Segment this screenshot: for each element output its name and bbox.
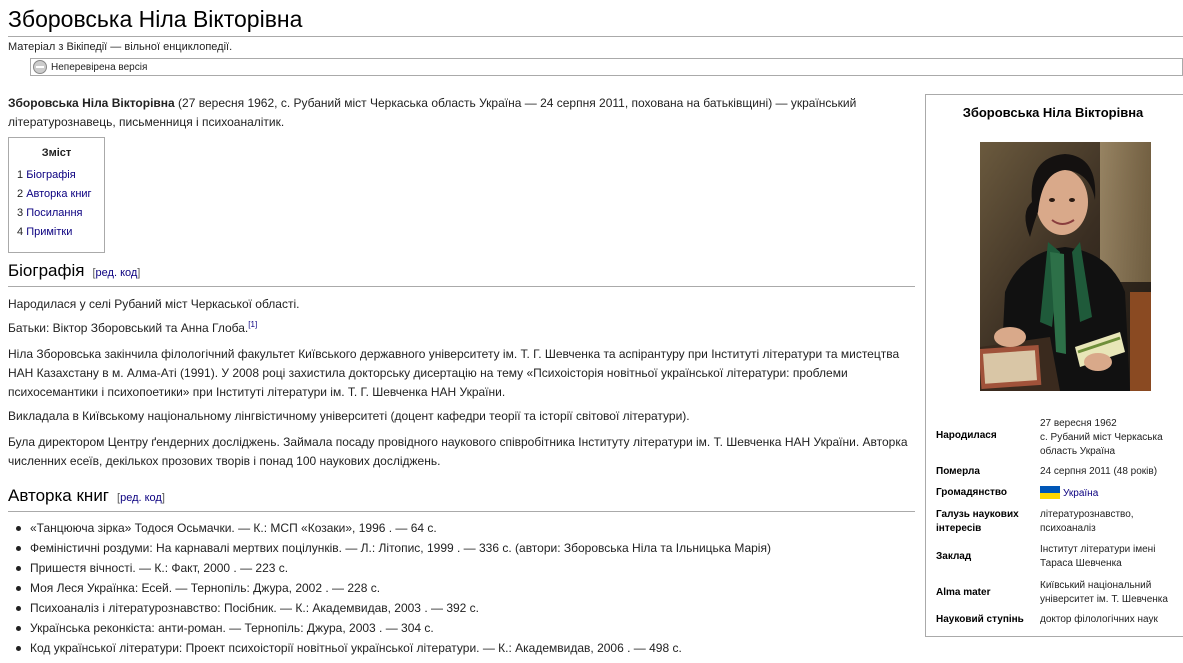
infobox-value[interactable]: доктор філологічних наук xyxy=(1040,614,1158,625)
intro-text: (27 вересня 1962, с. Рубаний міст Черкаська область Україна — 24 серпня 2011, похована на батьківщині) — український літературознавець, письменниця і психоаналітик. xyxy=(8,96,857,129)
infobox-label: Науковий ступінь xyxy=(936,614,1024,625)
list-item: Код української літератури: Проект психоісторії новітньої української літератури. — К.: Академвидав, 2006 . — 498 с. xyxy=(30,638,935,658)
flagged-revision-bar[interactable] xyxy=(30,58,1183,76)
toc-number: 3 xyxy=(17,207,24,219)
infobox-label: Alma mater xyxy=(936,587,991,598)
bio-text: Батьки: Віктор Зборовський та Анна Глоба. xyxy=(8,321,249,335)
toc-number: 4 xyxy=(17,226,24,238)
infobox xyxy=(925,94,1183,637)
edit-link[interactable]: ред. xyxy=(95,267,117,279)
list-item: Психоаналіз і літературознавство: Посібник. — К.: Академвидав, 2003 . — 392 с. xyxy=(30,598,935,618)
edit-links xyxy=(92,267,140,279)
list-item: Українська реконкіста: анти-роман. — Тернопіль: Джура, 2003 . — 304 с. xyxy=(30,618,935,638)
toc-item-books[interactable] xyxy=(17,185,104,204)
infobox-value[interactable]: 24 серпня 2011 (48 років) xyxy=(1040,466,1158,477)
toc-item-biography[interactable] xyxy=(17,166,104,185)
ukraine-flag-icon xyxy=(1040,486,1060,499)
bio-paragraph: Ніла Зборовська закінчила філологічний факультет Київського державного університету ім. Т. Г. Шевченка та аспірантуру при Інституті літератури та мистецтва НАН Казахстану в м. Алма-Аті (1991). У 2008 році захистила докторську дисертацію на тему «Психоісторія новітньої української літератури: проблеми психосемантики і психопоетики» при Інституті літератури ім. Т. Г. Шевченка НАН України. xyxy=(8,347,900,399)
bracket: ] xyxy=(161,492,165,504)
toc-link[interactable]: Примітки xyxy=(26,226,73,238)
toc-number: 1 xyxy=(17,169,24,181)
flagged-revision-label[interactable]: Неперевірена версія xyxy=(51,62,148,73)
bio-paragraph xyxy=(8,319,913,338)
infobox-value[interactable]: 27 вересня 1962 с. Рубаний міст Черкаська область Україна xyxy=(1040,418,1163,457)
bio-paragraph: Народилася у селі Рубаний міст Черкаської області. xyxy=(8,297,300,311)
toc-link[interactable]: Біографія xyxy=(26,169,76,181)
list-item: Пришестя вічності. — К.: Факт, 2000 . — 223 с. xyxy=(30,558,935,578)
books-list xyxy=(8,518,935,658)
toc-link[interactable]: Авторка книг xyxy=(26,188,92,200)
infobox-row-institution xyxy=(926,543,1183,573)
bracket: [ xyxy=(117,492,121,504)
section-heading-biography xyxy=(8,260,915,287)
table-of-contents xyxy=(8,137,105,253)
toc-item-notes[interactable] xyxy=(17,223,104,242)
list-item: «Танцююча зірка» Тодося Осьмачки. — К.: МСП «Козаки», 1996 . — 64 с. xyxy=(30,518,935,538)
bio-paragraph: Викладала в Київському національному лінгвістичному університеті (доцент кафедри теорії та історії світової літератури). xyxy=(8,409,690,423)
infobox-label: Заклад xyxy=(936,551,972,562)
portrait-image xyxy=(980,142,1151,391)
toc-item-links[interactable] xyxy=(17,204,104,223)
infobox-label: Померла xyxy=(936,466,980,477)
list-item: Феміністичні роздуми: На карнавалі мертвих поцілунків. — Л.: Літопис, 1999 . — 336 с. (автори: Зборовська Ніла та Ільницька Марія) xyxy=(30,538,935,558)
infobox-value xyxy=(1040,486,1183,501)
intro-paragraph xyxy=(8,94,913,132)
site-tagline: Матеріал з Вікіпедії — вільної енциклопедії. xyxy=(8,41,233,53)
infobox-row-field xyxy=(926,508,1183,538)
infobox-title: Зборовська Ніла Вікторівна xyxy=(962,105,1144,120)
flagged-revision-icon xyxy=(33,60,47,74)
edit-source-link[interactable]: код xyxy=(144,492,162,504)
section-title: Біографія xyxy=(8,261,85,280)
citizenship-link[interactable]: Україна xyxy=(1063,488,1099,499)
infobox-label: Галузь наукових інтересів xyxy=(936,509,1019,534)
section-heading-books xyxy=(8,485,915,512)
infobox-value[interactable]: літературознавство, психоаналіз xyxy=(1040,509,1134,534)
bracket: ] xyxy=(137,267,141,279)
page-title: Зборовська Ніла Вікторівна xyxy=(8,6,303,32)
bio-paragraph: Була директором Центру ґендерних досліджень. Займала посаду провідного наукового співробітника Інституту літератури ім. Т. Шевченка НАН України. Авторка численних есеїв, декількох прозових творів і понад 100 наукових досліджень. xyxy=(8,435,908,468)
infobox-value[interactable]: Інститут літератури імені Тараса Шевченка xyxy=(1040,544,1156,569)
infobox-label: Громадянство xyxy=(936,487,1008,498)
infobox-row-alma-mater xyxy=(926,579,1183,609)
title-divider xyxy=(8,36,1183,37)
toc-link[interactable]: Посилання xyxy=(26,207,83,219)
infobox-row-born xyxy=(926,415,1183,457)
list-item: Моя Леся Українка: Есей. — Тернопіль: Джура, 2002 . — 228 с. xyxy=(30,578,935,598)
infobox-value[interactable]: Київський національний університет ім. Т. Шевченка xyxy=(1040,580,1168,605)
section-title: Авторка книг xyxy=(8,486,110,505)
portrait-photo[interactable] xyxy=(980,142,1151,391)
toc-number: 2 xyxy=(17,188,24,200)
edit-source-link[interactable]: код xyxy=(120,267,138,279)
toc-title: Зміст xyxy=(41,147,72,159)
edit-link[interactable]: ред. xyxy=(120,492,142,504)
footnote-link[interactable]: [1] xyxy=(248,320,258,329)
edit-links xyxy=(117,492,165,504)
intro-name: Зборовська Ніла Вікторівна xyxy=(8,96,175,110)
bracket: [ xyxy=(92,267,96,279)
infobox-label: Народилася xyxy=(936,430,997,441)
